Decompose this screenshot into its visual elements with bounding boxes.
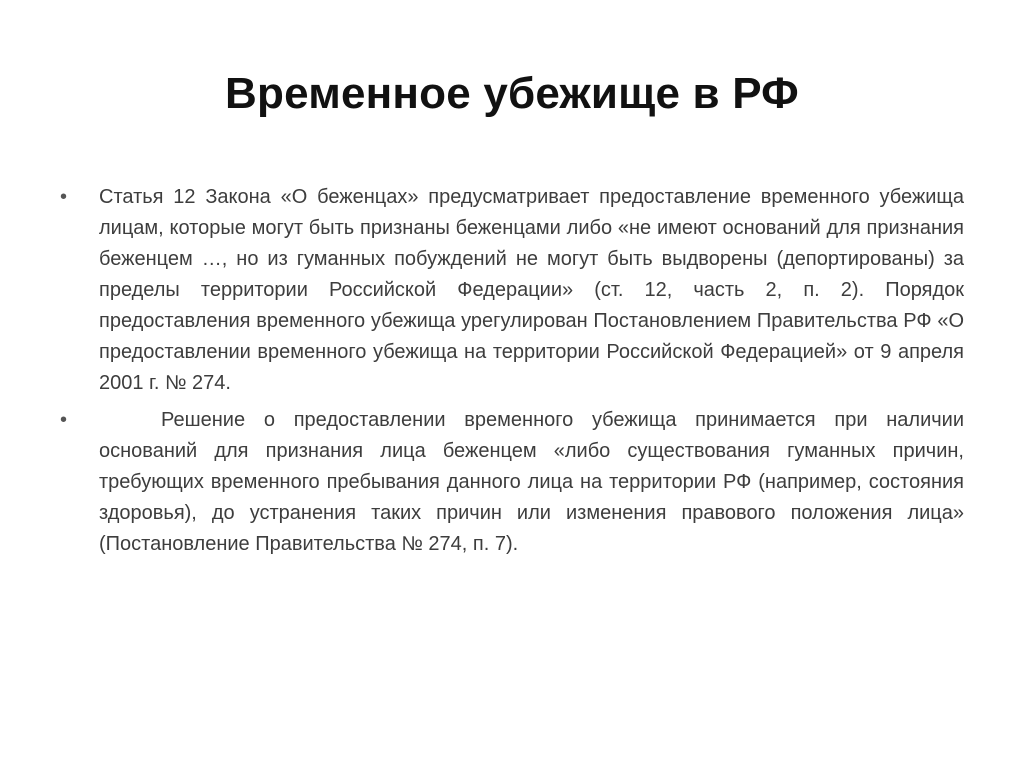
bullet-item (60, 182, 964, 399)
bullet-list (60, 182, 964, 566)
slide-title: Временное убежище в РФ (225, 69, 799, 118)
bullet-icon: • (60, 186, 68, 208)
bullet-item (60, 405, 964, 560)
bullet-text: Статья 12 Закона «О беженцах» предусматривает предоставление временного убежища лицам, которые могут быть признаны беженцами либо «не имеют оснований для признания беженцем …, но из гуманных побуждений не могут быть выдворены (депортированы) за пределы территории Российской Федерации» (ст. 12, часть 2, п. 2). Порядок предоставления временного убежища урегулирован Постановлением Правительства РФ «О предоставлении временного убежища на территории Российской Федерацией» от 9 апреля 2001 г. № 274. (99, 186, 964, 394)
bullet-icon: • (60, 409, 68, 431)
bullet-text: Решение о предоставлении временного убежища принимается при наличии оснований для признания лица беженцем «либо существования гуманных причин, требующих временного пребывания данного лица на территории РФ (например, состояния здоровья), до устранения таких причин или изменения правового положения лица» (Постановление Правительства № 274, п. 7). (99, 409, 964, 555)
